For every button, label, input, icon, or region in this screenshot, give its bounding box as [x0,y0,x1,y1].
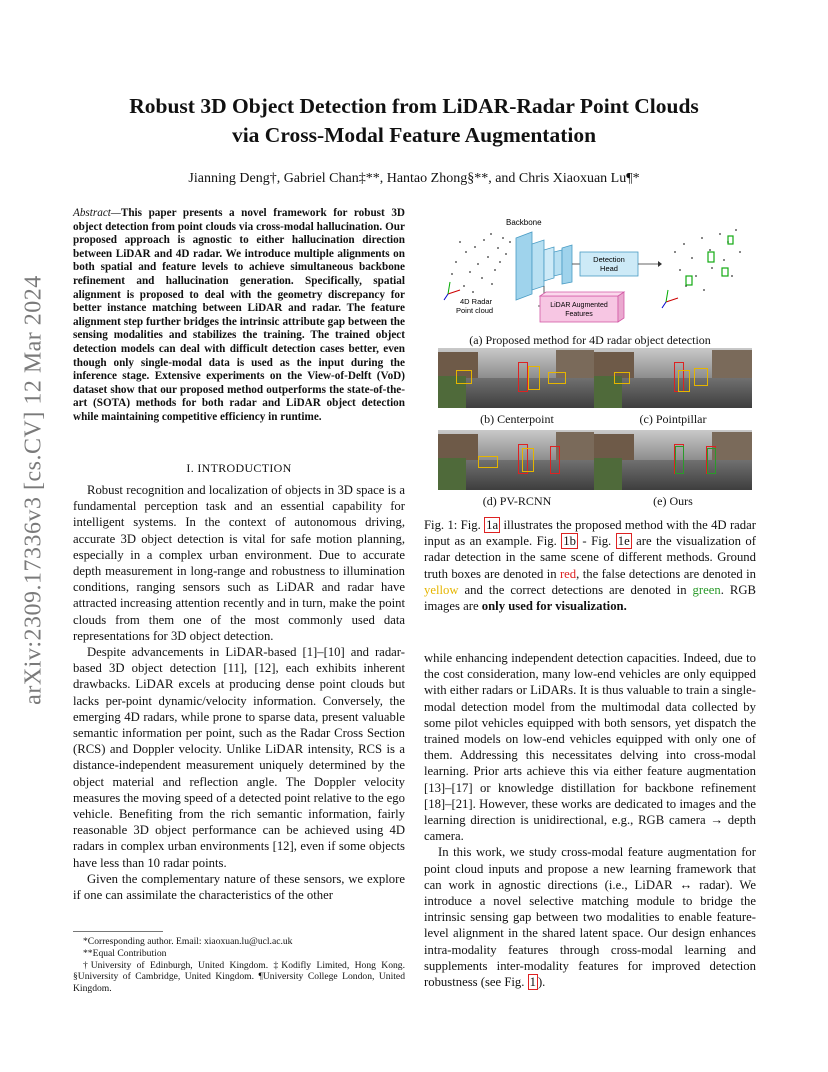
fig-caption-text-5: , the false detections are denoted in [576,566,756,581]
lidar-augmented-label-2: Features [565,311,593,318]
arxiv-id: arXiv:2309.17336v3 [cs.CV] 12 Mar 2024 [20,275,47,705]
color-word-green: green [692,582,721,597]
fig-caption-text-7: . RGB images are [424,582,756,614]
intro-paragraph-2: Despite advancements in LiDAR-based [1]–[10] and radar-based 3D object detection [11], [12], each exhibits inherent drawbacks. LiDAR excels at producing dense point clouds but lacks per-point dynamic/velocity information. Conversely, the emerging 4D radars, while prone to sparse data, present valuable semantic information per point, such as the Radar Cross Section (RCS) and Doppler velocity. Unlike LiDAR intensity, RCS is a distance-independent measurement uniquely determined by the object material and reflection angle. The Doppler velocity measures the moving speed of a detected point relative to the ego vehicle. Benefiting from the rich semantic information, fairly reasonable 3D object performance can be achieved using 4D radars in complex urban environments [12], even if some objects have less than 10 radar points. [73,645,405,870]
intro-paragraph-1: Robust recognition and localization of objects in 3D space is a fundamental perception task and an essential capability for intelligent systems. In the context of autonomous driving, accurate 3D object detection is vital for safe motion planning, especially in a complex urban environment. Due to accurate depth measurement in long-range and robustness to illumination conditions, ranging sensors such as LiDAR and radar have attracted increasing attention recently and in turn, make the point clouds from them one of the most commonly used data representations for 3D object detection. [73,483,405,643]
image-centerpoint [438,348,596,408]
fig-caption-text-2: illustrates the proposed method with the 4D radar input as an example. Fig. [424,518,756,549]
abstract [73,207,405,425]
radar-point-cloud-left [451,233,511,293]
image-pointpillar [594,348,752,408]
fig-caption-text-3: - Fig. [577,534,616,549]
caption-a: (a) Proposed method for 4D radar object detection [469,333,711,347]
right-paragraph-1: while enhancing independent detection capacities. Indeed, due to the cost consideration, many low-end vehicles are only equipped with either radars or LiDARs. It is thus valuable to train a single-modal detection model from the multimodal data collected by some pilot vehicles equipped with both sensors, yet dispatch the trained models on low-end vehicles equipped with only one of them. Addressing this necessitates delving into cross-modal learning. Prior arts achieve this via either feature augmentation [13]–[17] or knowledge distillation for backbone refinement [18]–[21]. However, these works are dedicated to images and the learning direction is unidirectional, e.g., RGB camera → depth camera. [424,651,756,844]
image-ours [594,430,752,490]
footnote-affiliations: †University of Edinburgh, United Kingdom. ‡Kodifly Limited, Hong Kong. §University of Cambridge, United Kingdom. ¶University College London, United Kingdom. [73,959,405,995]
footnotes [73,931,405,995]
caption-d: (d) PV-RCNN [482,494,552,508]
fig-caption-text-4: are the visualization of radar detection in the same scene of different methods. Ground truth boxes are denoted in [424,534,757,581]
detection-head-label-2: Head [600,264,618,273]
abstract-label: Abstract— [73,207,121,219]
fig-ref-1a[interactable]: 1a [486,518,499,532]
image-pv-rcnn [438,430,596,490]
intro-body [73,482,405,903]
section-heading: I. INTRODUCTION [186,461,292,475]
right-column-body [424,650,756,990]
method-diagram [440,212,750,330]
detection-head-label: Detection [593,255,625,264]
intro-paragraph-3: Given the complementary nature of these sensors, we explore if one can assimilate the characteristics of the other [73,871,405,903]
figure-caption [424,517,756,614]
fig-ref-1e[interactable]: 1e [617,534,630,549]
fig-caption-text-1: Fig. 1: Fig. [424,518,485,532]
right-paragraph-2 [424,844,756,990]
right-paragraph-2-end: ). [537,975,546,990]
arxiv-stamp [14,270,54,710]
radar-input-label-2: Point cloud [456,306,494,315]
backbone-label: Backbone [506,218,542,227]
author-list: Jianning Deng†, Gabriel Chan‡**, Hantao Zhong§**, and Chris Xiaoxuan Lu¶* [188,171,640,186]
title-line-1: Robust 3D Object Detection from LiDAR-Radar Point Clouds [129,94,699,118]
lidar-augmented-label: LiDAR Augmented [550,302,608,309]
caption-b: (b) Centerpoint [480,412,554,426]
radar-input-label: 4D Radar [460,297,493,306]
title-line-2: via Cross-Modal Feature Augmentation [231,123,597,147]
footnote-corresponding: *Corresponding author. Email: xiaoxuan.lu@ucl.ac.uk [83,936,293,947]
fig-ref-1[interactable]: 1 [529,975,536,990]
fig-caption-bold: only used for visualization. [481,599,627,614]
fig-caption-text-6: and the correct detections are denoted in [458,582,693,597]
caption-e: (e) Ours [653,494,693,508]
abstract-text: This paper presents a novel framework for robust 3D object detection from point clouds via cross-modal hallucination. Our proposed approach is agnostic to either hallucination direction between LiDAR and 4D radar. We introduce multiple alignments on both spatial and feature levels to achieve simultaneous backbone refinement and hallucination generation. Specifically, spatial alignment is proposed to deal with the geometry discrepancy for better instance matching between LiDAR and radar. The feature alignment step further bridges the intrinsic attribute gap between the sensing modalities and stabilizes the training. The trained object detection models can deal with difficult detection cases better, even though only single-modal data is used as the input during the inference stage. Extensive experiments on the View-of-Delft (VoD) dataset show that our proposed method outperforms the state-of-the-art (SOTA) methods for both radar and LiDAR object detection while maintaining competitive efficiency in runtime. [73,207,405,423]
color-word-red: red [559,566,577,581]
paper-title [0,92,828,150]
footnote-rule [73,931,163,932]
color-word-yellow: yellow [424,582,459,597]
fig-ref-1b[interactable]: 1b [563,534,576,549]
right-paragraph-2-text: In this work, we study cross-modal feature augmentation for point cloud inputs and propose a new learning framework that can work in agnostic directions (i.e., LiDAR ↔ radar). We introduce a novel selective matching module to bridge the intrinsic sensing gap between two modalities to enable feature-level alignment in the shared latent space. Our design enhances intra-modality features through cross-modal learning and supplements inter-modality features for improved detection robustness (see Fig. [424,845,756,990]
caption-c: (c) Pointpillar [639,412,707,426]
footnote-equal: **Equal Contribution [83,947,167,959]
